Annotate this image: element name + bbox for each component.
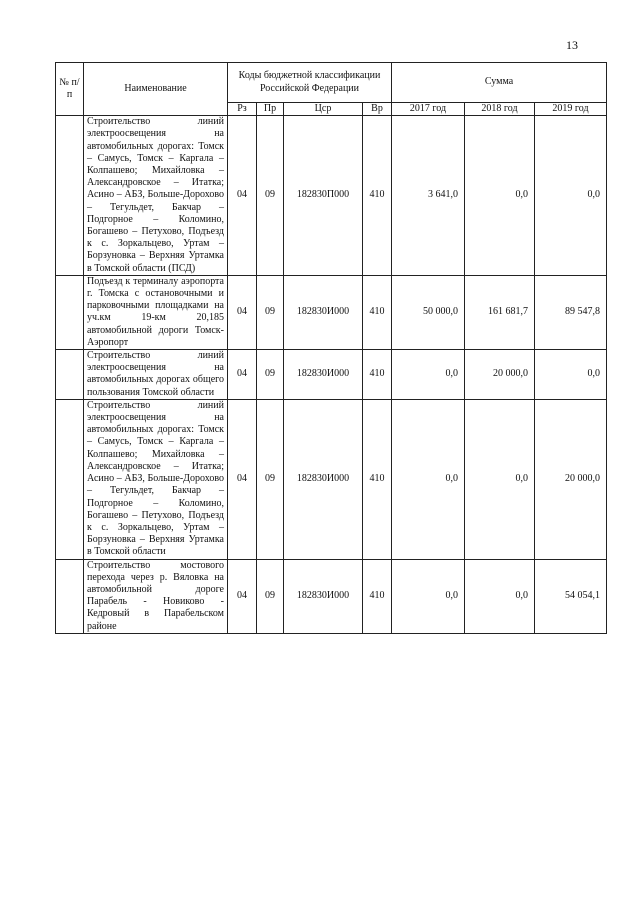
header-sum: Сумма bbox=[392, 63, 607, 103]
header-num: № п/п bbox=[56, 63, 84, 116]
row-2017: 0,0 bbox=[392, 350, 465, 400]
row-csr: 182830И000 bbox=[284, 559, 363, 633]
row-csr: 182830П000 bbox=[284, 116, 363, 276]
row-name: Строительство линий электроосвещения на автомобильных дорогах: Томск – Самусь, Томск – Каргала – Колпашево; Михайловка – Александровское – Итатка; Асино – АБЗ, Больше-Дорохово – Тегульдет, Бакчар – Подгорное – Коломино, Богашево – Петухово, Подъезд к с. Зоркальцево, Уртам – Борзуновка – Верхняя Уртамка в Томской области bbox=[84, 399, 228, 559]
row-2017: 3 641,0 bbox=[392, 116, 465, 276]
table-row bbox=[56, 559, 607, 633]
budget-table bbox=[55, 62, 607, 634]
header-pr: Пр bbox=[257, 103, 284, 116]
row-num bbox=[56, 116, 84, 276]
row-name: Строительство линий электроосвещения на автомобильных дорогах: Томск – Самусь, Томск – Каргала – Колпашево; Михайловка – Александровское – Итатка; Асино – АБЗ, Больше-Дорохово – Тегульдет, Бакчар – Подгорное – Коломино, Богашево – Петухово, Подъезд к с. Зоркальцево, Уртам – Борзуновка – Верхняя Уртамка в Томской области (ПСД) bbox=[84, 116, 228, 276]
header-name: Наименование bbox=[84, 63, 228, 116]
row-num bbox=[56, 399, 84, 559]
header-2018: 2018 год bbox=[465, 103, 535, 116]
row-pr: 09 bbox=[257, 350, 284, 400]
table-row bbox=[56, 275, 607, 349]
row-2019: 20 000,0 bbox=[535, 399, 607, 559]
table-row bbox=[56, 350, 607, 400]
row-name: Строительство мостового перехода через р. Вяловка на автомобильной дороге Парабель - Новиково - Кедровый в Парабельском районе bbox=[84, 559, 228, 633]
row-rz: 04 bbox=[228, 116, 257, 276]
table-row bbox=[56, 116, 607, 276]
row-vr: 410 bbox=[363, 399, 392, 559]
row-2019: 0,0 bbox=[535, 116, 607, 276]
row-rz: 04 bbox=[228, 559, 257, 633]
row-pr: 09 bbox=[257, 559, 284, 633]
row-2018: 20 000,0 bbox=[465, 350, 535, 400]
row-2019: 54 054,1 bbox=[535, 559, 607, 633]
row-2019: 89 547,8 bbox=[535, 275, 607, 349]
header-rz: Рз bbox=[228, 103, 257, 116]
header-codes: Коды бюджетной классификации Российской Федерации bbox=[228, 63, 392, 103]
row-2018: 0,0 bbox=[465, 399, 535, 559]
row-name: Подъезд к терминалу аэропорта г. Томска с остановочными и парковочными площадками на уч.км 19-км 20,185 автомобильной дороги Томск-Аэропорт bbox=[84, 275, 228, 349]
row-2017: 0,0 bbox=[392, 559, 465, 633]
row-num bbox=[56, 275, 84, 349]
row-vr: 410 bbox=[363, 350, 392, 400]
header-vr: Вр bbox=[363, 103, 392, 116]
page-number: 13 bbox=[566, 38, 578, 52]
row-num bbox=[56, 559, 84, 633]
row-2017: 50 000,0 bbox=[392, 275, 465, 349]
row-rz: 04 bbox=[228, 350, 257, 400]
row-vr: 410 bbox=[363, 116, 392, 276]
row-num bbox=[56, 350, 84, 400]
row-2018: 161 681,7 bbox=[465, 275, 535, 349]
row-name: Строительство линий электроосвещения на автомобильных дорогах общего пользования Томской области bbox=[84, 350, 228, 400]
row-pr: 09 bbox=[257, 116, 284, 276]
row-vr: 410 bbox=[363, 559, 392, 633]
row-2018: 0,0 bbox=[465, 559, 535, 633]
header-2017: 2017 год bbox=[392, 103, 465, 116]
row-2019: 0,0 bbox=[535, 350, 607, 400]
row-rz: 04 bbox=[228, 275, 257, 349]
table-row bbox=[56, 399, 607, 559]
row-pr: 09 bbox=[257, 399, 284, 559]
row-rz: 04 bbox=[228, 399, 257, 559]
row-vr: 410 bbox=[363, 275, 392, 349]
row-csr: 182830И000 bbox=[284, 399, 363, 559]
row-csr: 182830И000 bbox=[284, 275, 363, 349]
header-2019: 2019 год bbox=[535, 103, 607, 116]
row-csr: 182830И000 bbox=[284, 350, 363, 400]
row-2017: 0,0 bbox=[392, 399, 465, 559]
row-2018: 0,0 bbox=[465, 116, 535, 276]
header-csr: Цср bbox=[284, 103, 363, 116]
row-pr: 09 bbox=[257, 275, 284, 349]
